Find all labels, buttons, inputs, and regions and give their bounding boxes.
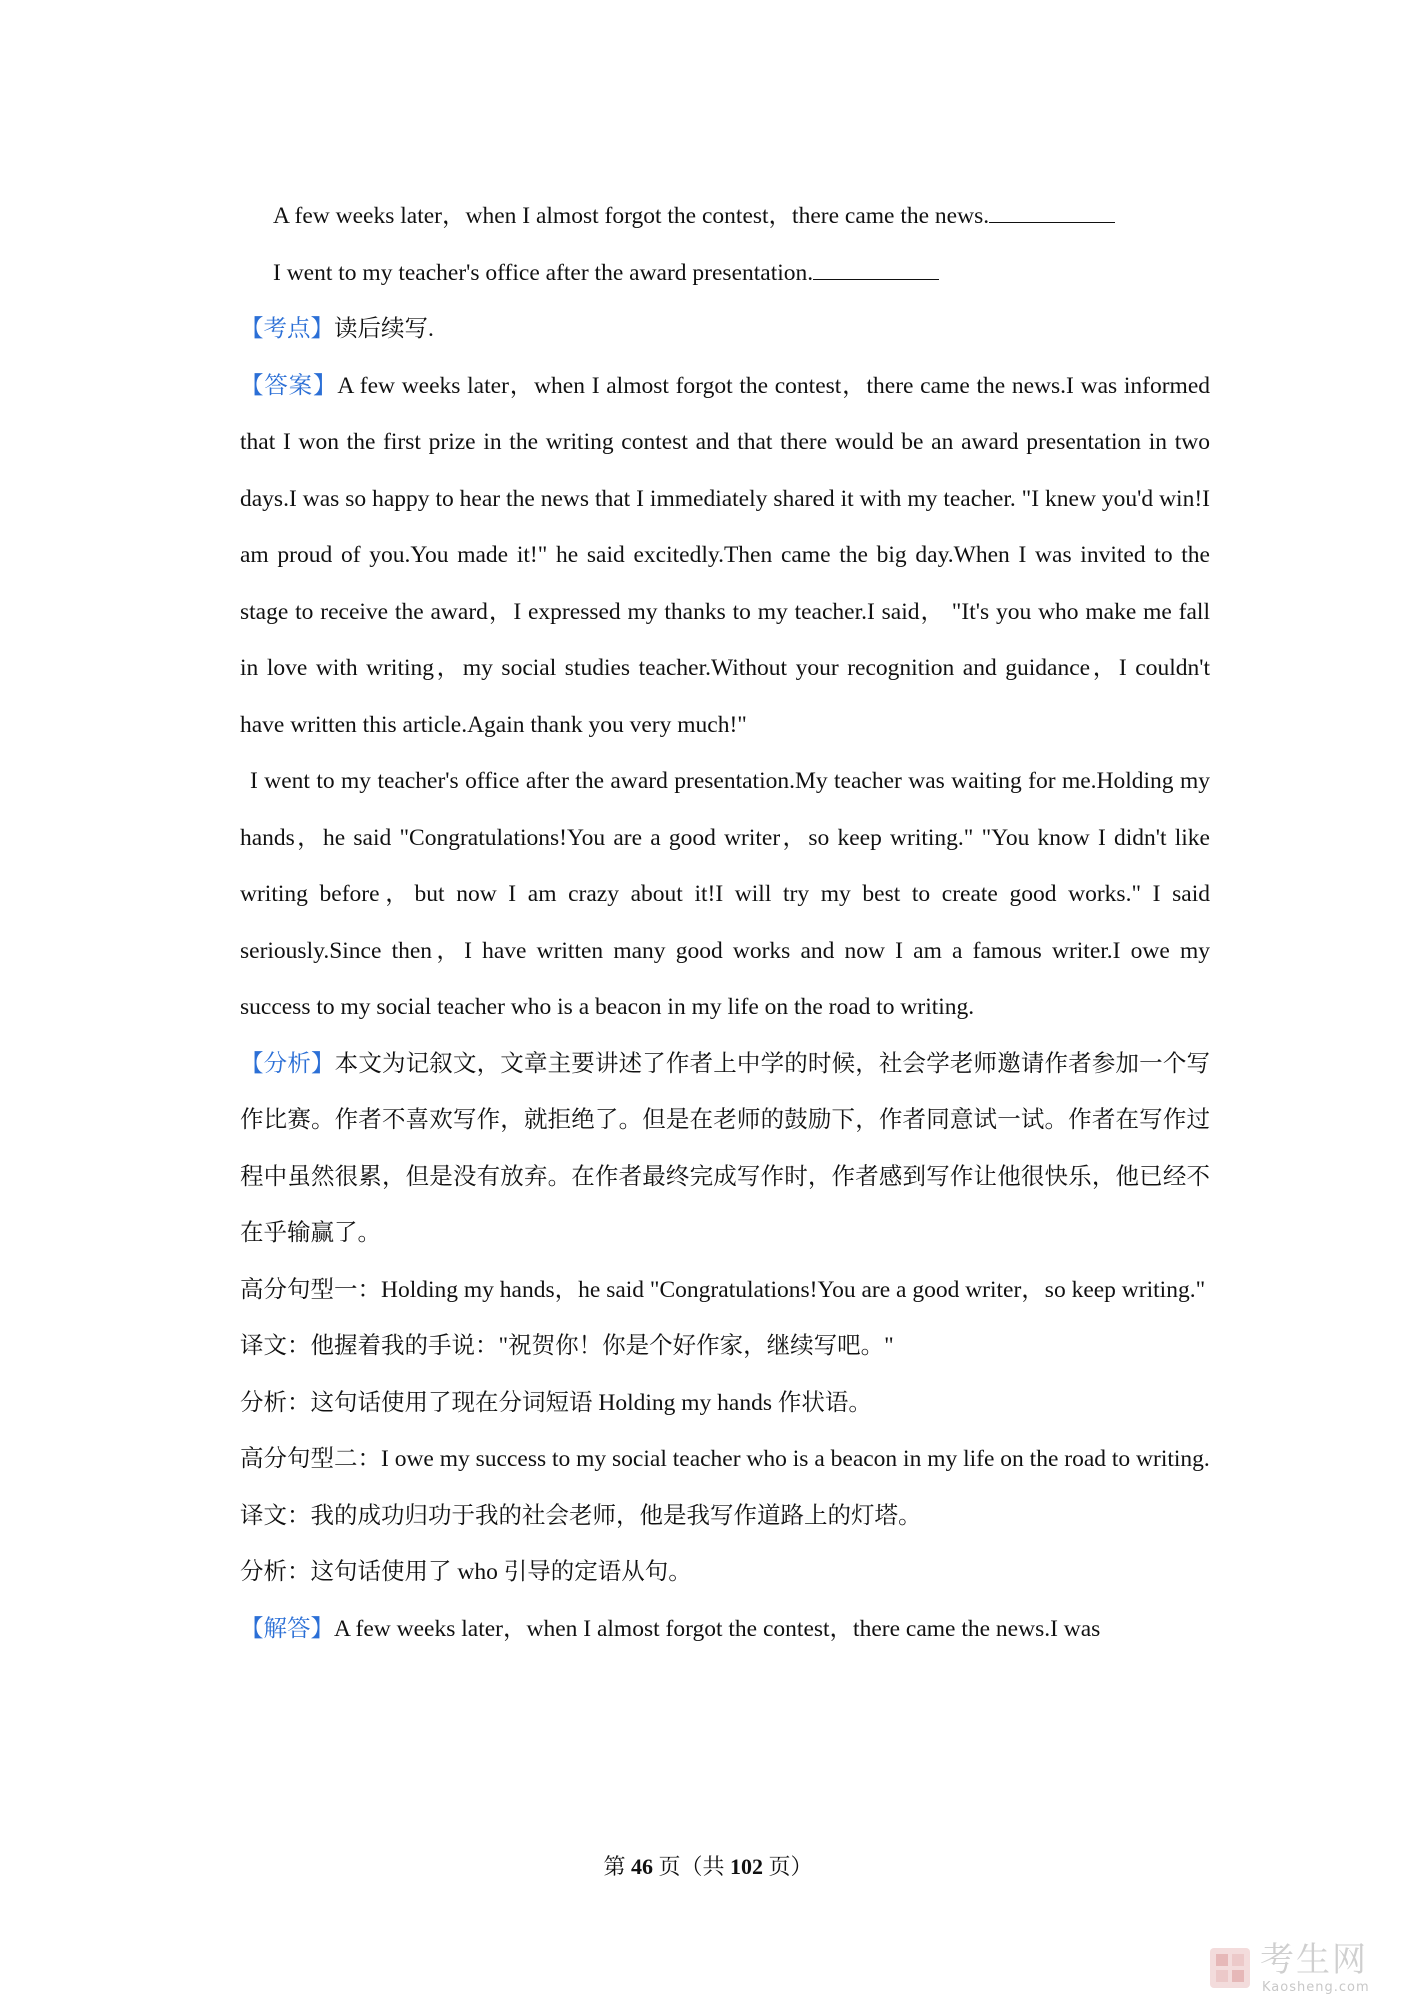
analysis-2	[240, 1544, 1210, 1601]
translation-1	[240, 1318, 1210, 1375]
translation-2	[240, 1488, 1210, 1545]
page-footer	[0, 1852, 1416, 1882]
analysis-text: 本文为记叙文，文章主要讲述了作者上中学的时候，社会学老师邀请作者参加一个写作比赛。作者不喜欢写作，就拒绝了。但是在老师的鼓励下，作者同意试一试。作者在写作过程中虽然很累，但是没有放弃。在作者最终完成写作时，作者感到写作让他很快乐，他已经不在乎输赢了。	[240, 1050, 1211, 1246]
sentence-2	[240, 1431, 1210, 1488]
answer-text-2: I went to my teacher's office after the award presentation.My teacher was waiting for me.Holding my hands，he said "Congratulations!You are a good writer，so keep writing." "You know I didn't like writing before，but now I am crazy about it!I will try my best to create good works." I said seriously.Since then，I have written many good works and now I am a famous writer.I owe my success to my social teacher who is a beacon in my life on the road to writing.	[240, 768, 1210, 1020]
solution-tag: 【解答】	[240, 1615, 334, 1642]
solution-section	[240, 1601, 1210, 1658]
watermark	[1208, 1940, 1398, 2002]
answer-paragraph-1	[240, 358, 1210, 754]
answer-text-1: A few weeks later，when I almost forgot the contest，there came the news.I was informed that I won the first prize in the writing contest and that there would be an award presentation in two days.I was so happy to hear the news that I immediately shared it with my teacher. "I knew you'd win!I am proud of you.You made it!" he said excitedly.Then came the big day.When I was invited to the stage to receive the award，I expressed my thanks to my teacher.I said， "It's you who make me fall in love with writing，my social studies teacher.Without your recognition and guidance，I couldn't have written this article.Again thank you very much!"	[240, 372, 1211, 738]
kaodian-section	[240, 301, 1210, 358]
footer-suffix: 页）	[763, 1854, 813, 1879]
total-pages: 102	[730, 1854, 763, 1879]
translation-label: 译文：	[240, 1333, 311, 1359]
question-line-2-text: I went to my teacher's office after the award presentation.	[273, 259, 814, 286]
page-number: 46	[630, 1854, 653, 1879]
translation-label: 译文：	[240, 1502, 311, 1529]
answer-paragraph-2	[240, 753, 1210, 1036]
analysis-tag: 【分析】	[240, 1050, 335, 1077]
translation-text: 我的成功归功于我的社会老师，他是我写作道路上的灯塔。	[310, 1502, 922, 1529]
question-line-1	[240, 188, 1210, 245]
analysis-1	[240, 1375, 1210, 1432]
analysis-note: 这句话使用了 who 引导的定语从句。	[310, 1559, 692, 1585]
sentence-label: 高分句型一：	[240, 1276, 381, 1303]
sentence-1	[240, 1262, 1210, 1319]
watermark-text: 考生网	[1260, 1940, 1368, 1980]
footer-prefix: 第	[603, 1854, 631, 1879]
analysis-section	[240, 1036, 1210, 1262]
analysis-label: 分析：	[240, 1559, 311, 1585]
analysis-label: 分析：	[240, 1389, 311, 1416]
watermark-url: Kaosheng.com	[1262, 1980, 1370, 1995]
answer-blank	[989, 202, 1115, 223]
translation-text: 他握着我的手说："祝贺你！你是个好作家，继续写吧。"	[310, 1333, 894, 1359]
analysis-note: 这句话使用了现在分词短语 Holding my hands 作状语。	[310, 1389, 872, 1416]
kaodian-tag: 【考点】	[240, 316, 334, 342]
kaodian-text: 读后续写.	[334, 316, 434, 342]
sentence-text: I owe my success to my social teacher who is a beacon in my life on the road to writing.	[381, 1446, 1210, 1472]
sentence-label: 高分句型二：	[240, 1446, 381, 1472]
answer-blank	[813, 259, 939, 280]
question-line-2	[240, 245, 1210, 302]
question-line-1-text: A few weeks later，when I almost forgot the contest，there came the news.	[273, 203, 990, 229]
footer-middle: 页（共	[652, 1854, 730, 1879]
kaosheng-logo-icon	[1208, 1946, 1252, 1990]
solution-text: A few weeks later，when I almost forgot the contest，there came the news.I was	[334, 1615, 1101, 1642]
document-body	[240, 188, 1210, 1657]
sentence-text: Holding my hands，he said "Congratulations!You are a good writer，so keep writing."	[381, 1276, 1206, 1303]
answer-tag: 【答案】	[240, 372, 338, 399]
